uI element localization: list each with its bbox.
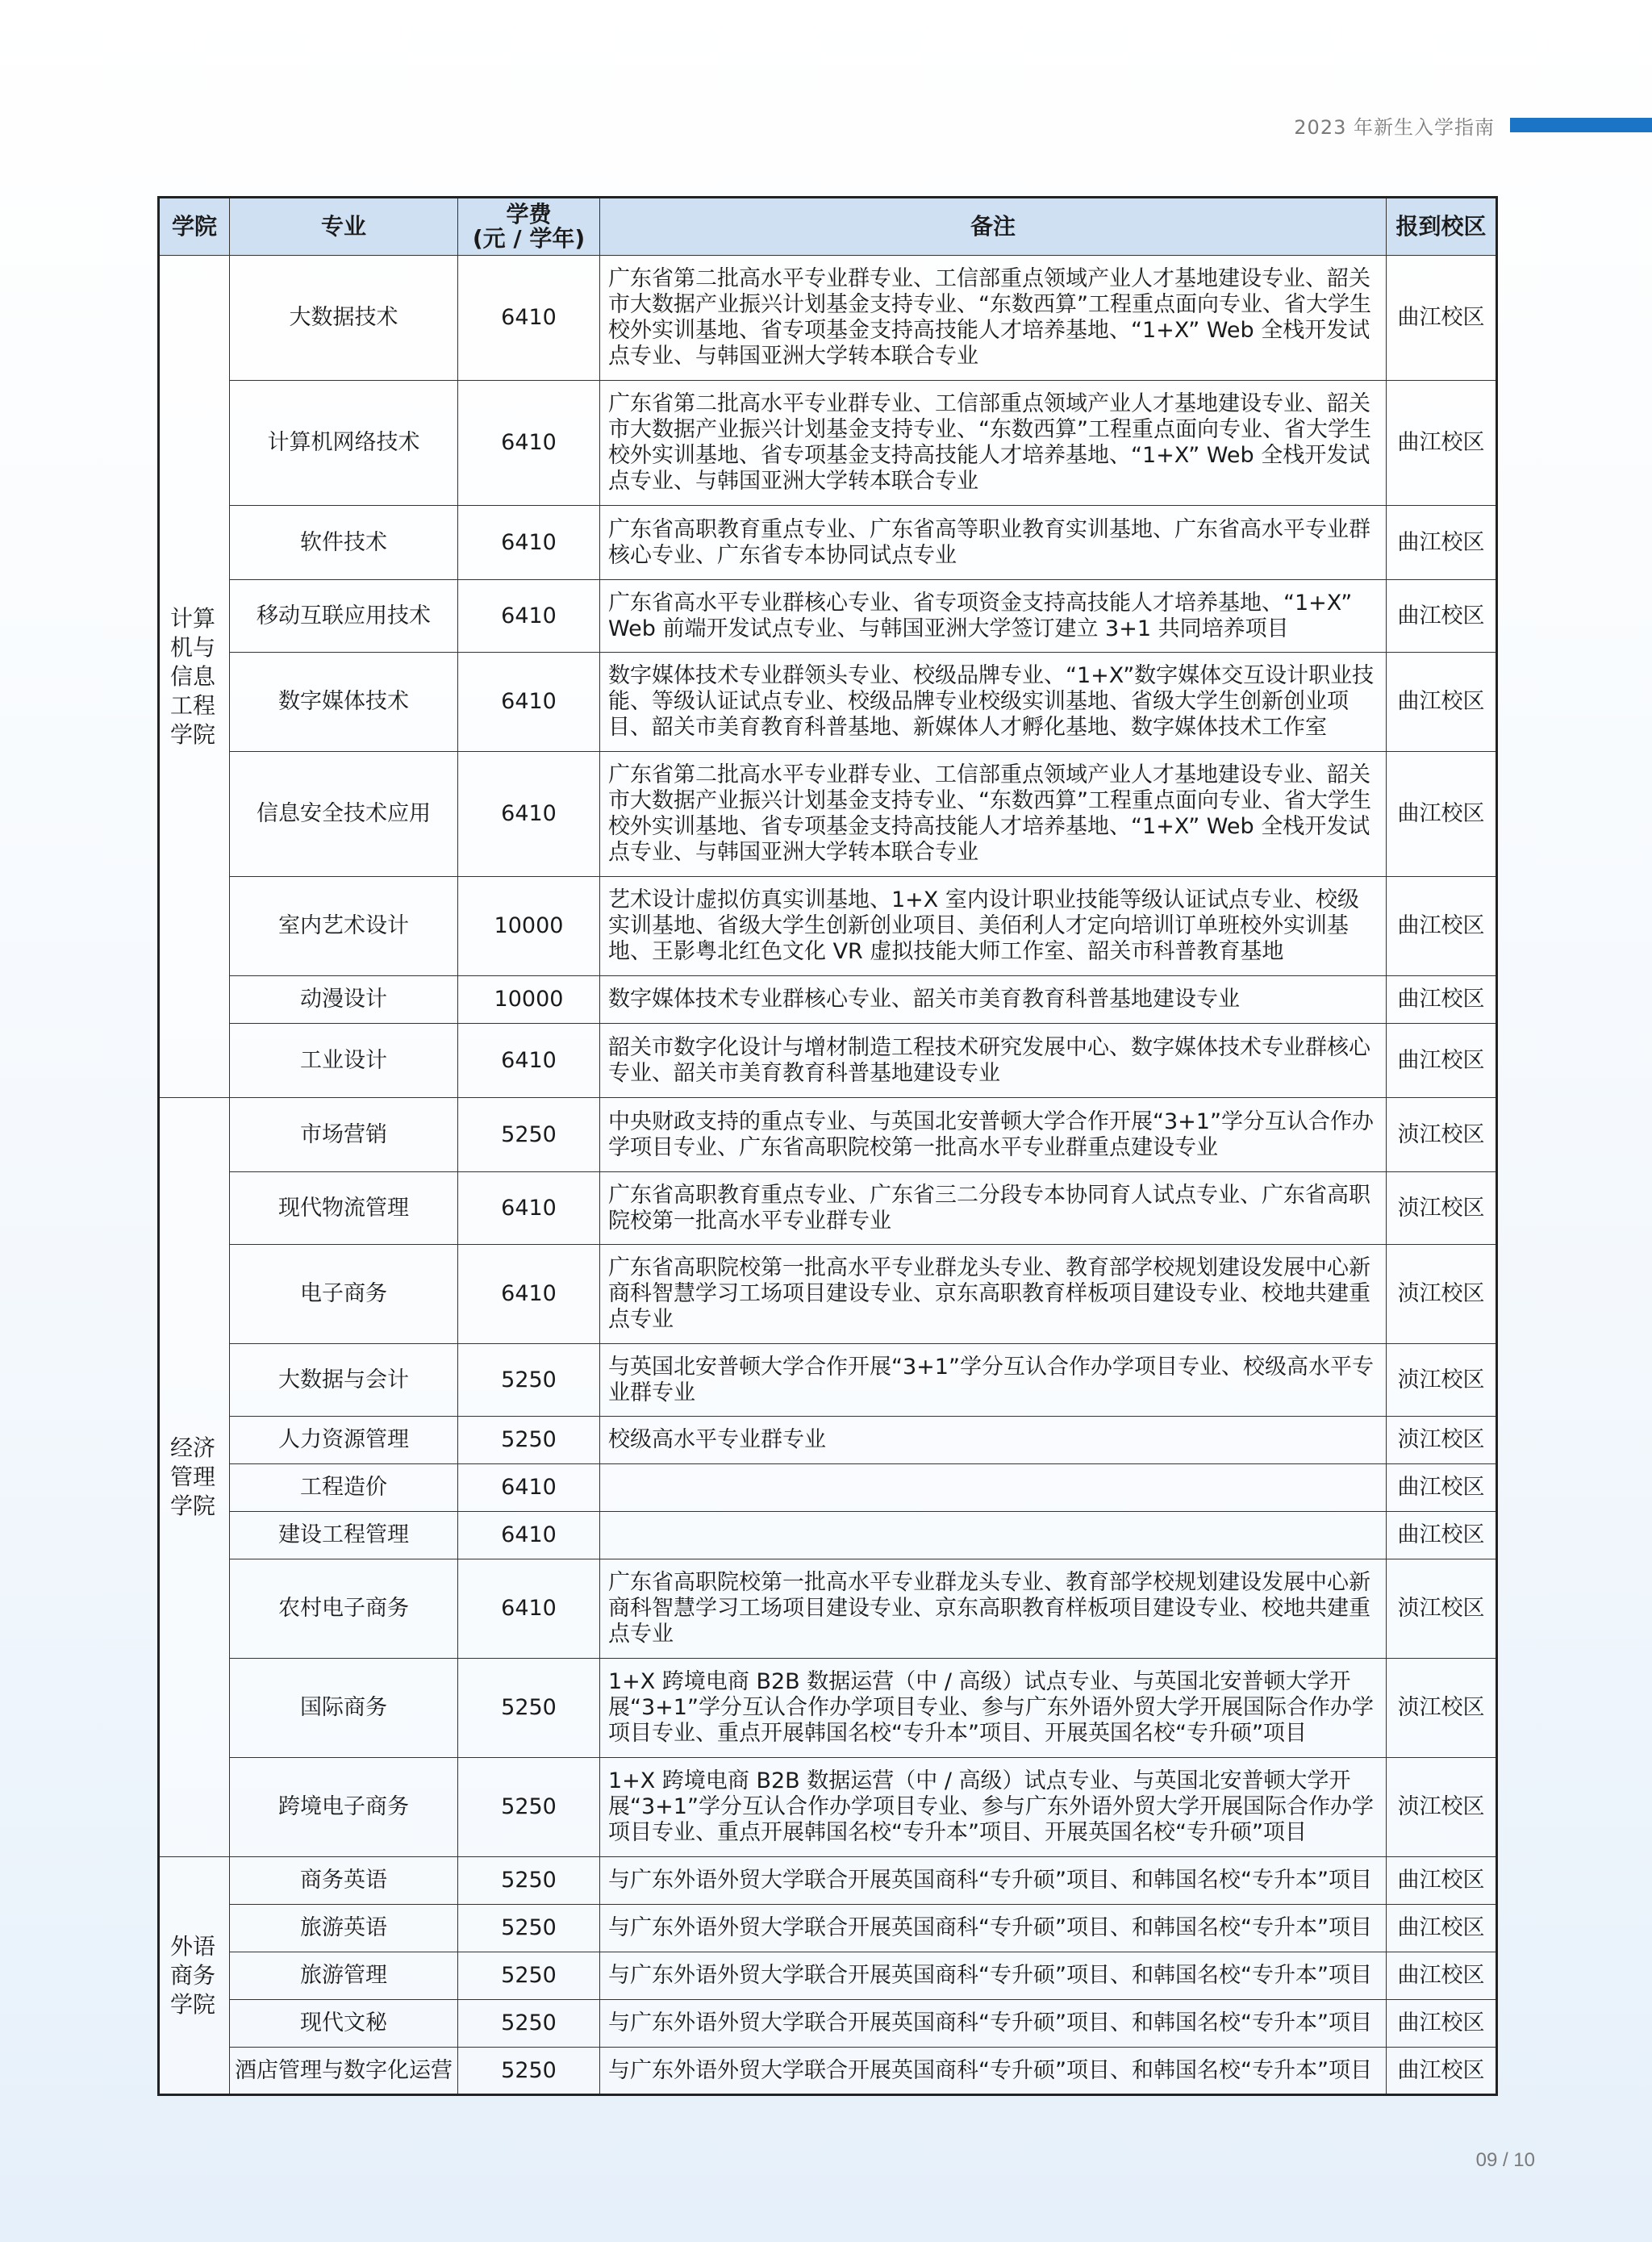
campus-cell: 曲江校区 [1387,1952,1497,2000]
college-cell [159,256,230,1098]
campus-cell: 曲江校区 [1387,580,1497,653]
table-row [159,381,1497,506]
fee-cell: 6410 [458,506,600,580]
campus-cell: 曲江校区 [1387,877,1497,976]
major-cell: 电子商务 [230,1245,458,1344]
campus-cell: 浈江校区 [1387,1758,1497,1857]
table-row [159,1758,1497,1857]
table-row [159,976,1497,1024]
note-cell: 与广东外语外贸大学联合开展英国商科“专升硕”项目、和韩国名校“专升本”项目 [600,1857,1387,1905]
fee-cell: 5250 [458,1659,600,1758]
table-row [159,1952,1497,2000]
fee-cell: 6410 [458,1024,600,1098]
major-cell: 人力资源管理 [230,1417,458,1464]
col-header-campus: 报到校区 [1387,198,1497,256]
fee-cell: 5250 [458,1758,600,1857]
note-cell: 与广东外语外贸大学联合开展英国商科“专升硕”项目、和韩国名校“专升本”项目 [600,2000,1387,2048]
fee-cell: 6410 [458,1245,600,1344]
table-body [159,256,1497,2095]
table-row [159,1245,1497,1344]
table-row [159,1344,1497,1417]
fee-cell: 6410 [458,1172,600,1245]
table-row [159,877,1497,976]
table-row [159,1857,1497,1905]
fee-cell: 5250 [458,2000,600,2048]
major-cell: 计算机网络技术 [230,381,458,506]
major-cell: 商务英语 [230,1857,458,1905]
fee-cell: 5250 [458,1344,600,1417]
note-cell: 广东省第二批高水平专业群专业、工信部重点领域产业人才基地建设专业、韶关市大数据产业振兴计划基金支持专业、“东数西算”工程重点面向专业、省大学生校外实训基地、省专项基金支持高技能人才培养基地、“1+X” Web 全栈开发试点专业、与韩国亚洲大学转本联合专业 [600,381,1387,506]
header-title: 2023 年新生入学指南 [1294,116,1495,139]
note-cell: 校级高水平专业群专业 [600,1417,1387,1464]
college-cell [159,1857,230,2095]
col-header-college: 学院 [159,198,230,256]
campus-cell: 浈江校区 [1387,1659,1497,1758]
table-row [159,1512,1497,1559]
col-header-major: 专业 [230,198,458,256]
major-cell: 旅游管理 [230,1952,458,2000]
major-cell: 大数据技术 [230,256,458,381]
col-header-note: 备注 [600,198,1387,256]
note-cell: 广东省高职教育重点专业、广东省高等职业教育实训基地、广东省高水平专业群核心专业、广东省专本协同试点专业 [600,506,1387,580]
table-row [159,1559,1497,1659]
note-cell: 艺术设计虚拟仿真实训基地、1+X 室内设计职业技能等级认证试点专业、校级实训基地、省级大学生创新创业项目、美佰利人才定向培训订单班校外实训基地、王影粤北红色文化 VR 虚拟技能大师工作室、韶关市科普教育基地 [600,877,1387,976]
fee-cell: 6410 [458,580,600,653]
table-row [159,653,1497,752]
note-cell: 与广东外语外贸大学联合开展英国商科“专升硕”项目、和韩国名校“专升本”项目 [600,1952,1387,2000]
campus-cell: 曲江校区 [1387,1024,1497,1098]
col-header-fee-line1: 学费 [506,201,552,228]
table-row [159,1417,1497,1464]
major-cell: 室内艺术设计 [230,877,458,976]
fee-cell: 6410 [458,653,600,752]
major-cell: 市场营销 [230,1098,458,1172]
campus-cell: 曲江校区 [1387,1857,1497,1905]
major-cell: 酒店管理与数字化运营 [230,2048,458,2095]
note-cell: 数字媒体技术专业群领头专业、校级品牌专业、“1+X”数字媒体交互设计职业技能、等级认证试点专业、校级品牌专业校级实训基地、省级大学生创新创业项目、韶关市美育教育科普基地、新媒体人才孵化基地、数字媒体技术工作室 [600,653,1387,752]
note-cell: 与英国北安普顿大学合作开展“3+1”学分互认合作办学项目专业、校级高水平专业群专业 [600,1344,1387,1417]
fee-cell: 5250 [458,2048,600,2095]
fee-cell: 10000 [458,976,600,1024]
college-name: 外语商务学院 [170,1932,216,2018]
note-cell: 广东省高职院校第一批高水平专业群龙头专业、教育部学校规划建设发展中心新商科智慧学习工场项目建设专业、京东高职教育样板项目建设专业、校地共建重点专业 [600,1245,1387,1344]
note-cell: 1+X 跨境电商 B2B 数据运营（中 / 高级）试点专业、与英国北安普顿大学开展“3+1”学分互认合作办学项目专业、参与广东外语外贸大学开展国际合作办学项目专业、重点开展韩国名校“专升本”项目、开展英国名校“专升硕”项目 [600,1758,1387,1857]
col-header-fee [458,198,600,256]
table-header-row [159,198,1497,256]
fee-cell: 6410 [458,381,600,506]
table-row [159,752,1497,877]
table-row [159,1659,1497,1758]
fee-cell: 6410 [458,1559,600,1659]
fee-cell: 6410 [458,752,600,877]
campus-cell: 浈江校区 [1387,1098,1497,1172]
fee-cell: 6410 [458,1464,600,1512]
fee-cell: 5250 [458,1857,600,1905]
campus-cell: 浈江校区 [1387,1344,1497,1417]
fee-cell: 5250 [458,1905,600,1952]
campus-cell: 曲江校区 [1387,1905,1497,1952]
major-cell: 移动互联应用技术 [230,580,458,653]
note-cell: 韶关市数字化设计与增材制造工程技术研究发展中心、数字媒体技术专业群核心专业、韶关市美育教育科普基地建设专业 [600,1024,1387,1098]
campus-cell: 浈江校区 [1387,1172,1497,1245]
campus-cell: 曲江校区 [1387,256,1497,381]
note-cell: 广东省高职教育重点专业、广东省三二分段专本协同育人试点专业、广东省高职院校第一批高水平专业群专业 [600,1172,1387,1245]
note-cell: 广东省第二批高水平专业群专业、工信部重点领域产业人才基地建设专业、韶关市大数据产业振兴计划基金支持专业、“东数西算”工程重点面向专业、省大学生校外实训基地、省专项基金支持高技能人才培养基地、“1+X” Web 全栈开发试点专业、与韩国亚洲大学转本联合专业 [600,752,1387,877]
col-header-fee-line2: (元 / 学年) [472,225,586,252]
major-cell: 旅游英语 [230,1905,458,1952]
note-cell: 与广东外语外贸大学联合开展英国商科“专升硕”项目、和韩国名校“专升本”项目 [600,2048,1387,2095]
college-cell [159,1098,230,1857]
major-cell: 现代物流管理 [230,1172,458,1245]
major-table [157,196,1498,2096]
fee-cell: 10000 [458,877,600,976]
fee-cell: 6410 [458,1512,600,1559]
college-name: 计算机与信息工程学院 [170,604,216,748]
campus-cell: 曲江校区 [1387,506,1497,580]
college-name: 经济管理学院 [170,1434,216,1519]
page-number: 09 / 10 [1475,2149,1535,2171]
major-cell: 软件技术 [230,506,458,580]
note-cell: 1+X 跨境电商 B2B 数据运营（中 / 高级）试点专业、与英国北安普顿大学开展“3+1”学分互认合作办学项目专业、参与广东外语外贸大学开展国际合作办学项目专业、重点开展韩国名校“专升本”项目、开展英国名校“专升硕”项目 [600,1659,1387,1758]
header-accent-bar [1510,118,1652,132]
major-cell: 工程造价 [230,1464,458,1512]
table-row [159,256,1497,381]
major-cell: 数字媒体技术 [230,653,458,752]
note-cell: 广东省第二批高水平专业群专业、工信部重点领域产业人才基地建设专业、韶关市大数据产业振兴计划基金支持专业、“东数西算”工程重点面向专业、省大学生校外实训基地、省专项基金支持高技能人才培养基地、“1+X” Web 全栈开发试点专业、与韩国亚洲大学转本联合专业 [600,256,1387,381]
note-cell [600,1464,1387,1512]
note-cell [600,1512,1387,1559]
major-cell: 信息安全技术应用 [230,752,458,877]
fee-cell: 5250 [458,1098,600,1172]
campus-cell: 曲江校区 [1387,752,1497,877]
major-cell: 农村电子商务 [230,1559,458,1659]
fee-cell: 5250 [458,1417,600,1464]
table-row [159,506,1497,580]
major-cell: 建设工程管理 [230,1512,458,1559]
table-row [159,1464,1497,1512]
note-cell: 中央财政支持的重点专业、与英国北安普顿大学合作开展“3+1”学分互认合作办学项目专业、广东省高职院校第一批高水平专业群重点建设专业 [600,1098,1387,1172]
campus-cell: 浈江校区 [1387,1559,1497,1659]
note-cell: 广东省高职院校第一批高水平专业群龙头专业、教育部学校规划建设发展中心新商科智慧学习工场项目建设专业、京东高职教育样板项目建设专业、校地共建重点专业 [600,1559,1387,1659]
table-row [159,580,1497,653]
major-cell: 大数据与会计 [230,1344,458,1417]
table-row [159,1905,1497,1952]
campus-cell: 曲江校区 [1387,1512,1497,1559]
campus-cell: 曲江校区 [1387,1464,1497,1512]
major-cell: 跨境电子商务 [230,1758,458,1857]
fee-cell: 5250 [458,1952,600,2000]
major-cell: 现代文秘 [230,2000,458,2048]
campus-cell: 曲江校区 [1387,653,1497,752]
campus-cell: 浈江校区 [1387,1417,1497,1464]
note-cell: 与广东外语外贸大学联合开展英国商科“专升硕”项目、和韩国名校“专升本”项目 [600,1905,1387,1952]
major-cell: 动漫设计 [230,976,458,1024]
campus-cell: 曲江校区 [1387,2048,1497,2095]
table-row [159,1172,1497,1245]
table-row [159,2000,1497,2048]
campus-cell: 曲江校区 [1387,381,1497,506]
major-cell: 工业设计 [230,1024,458,1098]
note-cell: 数字媒体技术专业群核心专业、韶关市美育教育科普基地建设专业 [600,976,1387,1024]
note-cell: 广东省高水平专业群核心专业、省专项资金支持高技能人才培养基地、“1+X” Web 前端开发试点专业、与韩国亚洲大学签订建立 3+1 共同培养项目 [600,580,1387,653]
campus-cell: 曲江校区 [1387,2000,1497,2048]
major-cell: 国际商务 [230,1659,458,1758]
table-row [159,1024,1497,1098]
table-row [159,1098,1497,1172]
campus-cell: 曲江校区 [1387,976,1497,1024]
campus-cell: 浈江校区 [1387,1245,1497,1344]
table-row [159,2048,1497,2095]
fee-cell: 6410 [458,256,600,381]
